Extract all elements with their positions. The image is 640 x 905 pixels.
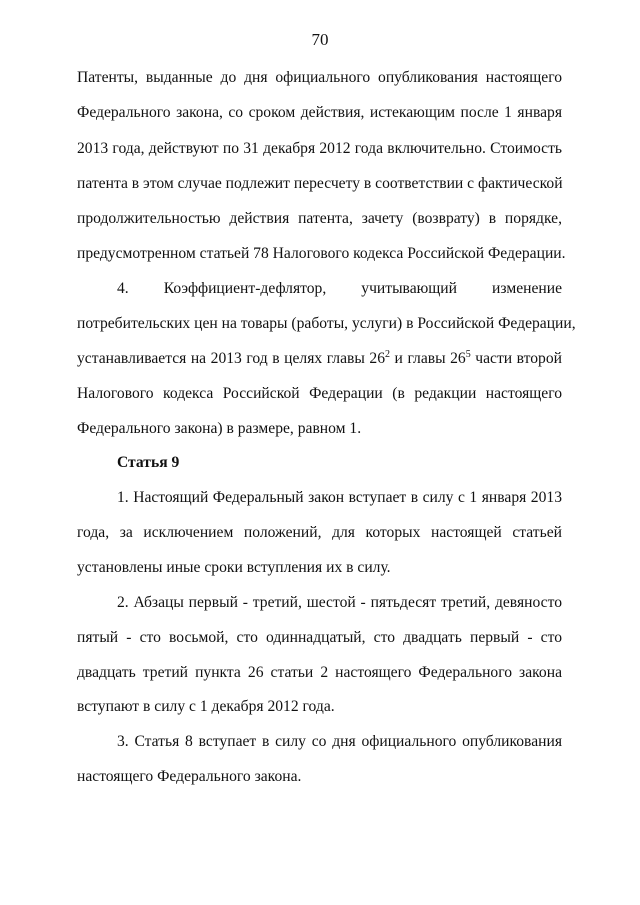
deflator-text-part3: части второй	[470, 350, 562, 367]
chapter-superscript-2: 2	[385, 349, 390, 360]
article-heading: Статья 9	[117, 454, 180, 471]
paragraph-patents-line: предусмотренном статьей 78 Налогового кодекса Российской Федерации.	[77, 245, 566, 262]
article9-item2-line: пятый - сто восьмой, сто одиннадцатый, сто двадцать первый - сто	[77, 629, 562, 646]
article9-item3-line: 3. Статья 8 вступает в силу со дня официального опубликования	[117, 733, 562, 750]
paragraph-patents-line: продолжительностью действия патента, зачету (возврату) в порядке,	[77, 210, 562, 227]
deflator-text-part2: и главы 26	[390, 350, 466, 367]
chapter-superscript-5: 5	[465, 349, 471, 360]
page-number: 70	[311, 30, 329, 49]
article9-item1-line: года, за исключением положений, для которых настоящей статьей	[77, 524, 562, 541]
paragraph-deflator-line: Федерального закона) в размере, равном 1.	[77, 420, 362, 437]
article9-item2-line: вступают в силу с 1 декабря 2012 года.	[77, 698, 335, 715]
article9-item3-line: настоящего Федерального закона.	[77, 768, 302, 785]
paragraph-patents-line: Федерального закона, со сроком действия, истекающим после 1 января	[77, 104, 562, 121]
paragraph-deflator-line: Налогового кодекса Российской Федерации (в редакции настоящего	[77, 385, 562, 402]
paragraph-deflator-line: потребительских цен на товары (работы, услуги) в Российской Федерации,	[77, 315, 576, 332]
paragraph-patents-line: патента в этом случае подлежит пересчету в соответствии с фактической	[77, 175, 563, 192]
article9-item2-line: 2. Абзацы первый - третий, шестой - пятьдесят третий, девяносто	[117, 594, 562, 611]
paragraph-deflator-line-with-superscripts	[77, 349, 562, 369]
paragraph-deflator-line: 4. Коэффициент-дефлятор, учитывающий изменение	[117, 280, 562, 297]
article9-item1-line: 1. Настоящий Федеральный закон вступает в силу с 1 января 2013	[117, 489, 562, 506]
article9-item1-line: установлены иные сроки вступления их в силу.	[77, 559, 391, 576]
article9-item2-line: двадцать третий пункта 26 статьи 2 настоящего Федерального закона	[77, 664, 562, 681]
deflator-text-part1: устанавливается на 2013 год в целях главы 26	[77, 350, 385, 367]
paragraph-patents-line: 2013 года, действуют по 31 декабря 2012 года включительно. Стоимость	[77, 140, 562, 157]
paragraph-patents-line: Патенты, выданные до дня официального опубликования настоящего	[77, 69, 562, 86]
